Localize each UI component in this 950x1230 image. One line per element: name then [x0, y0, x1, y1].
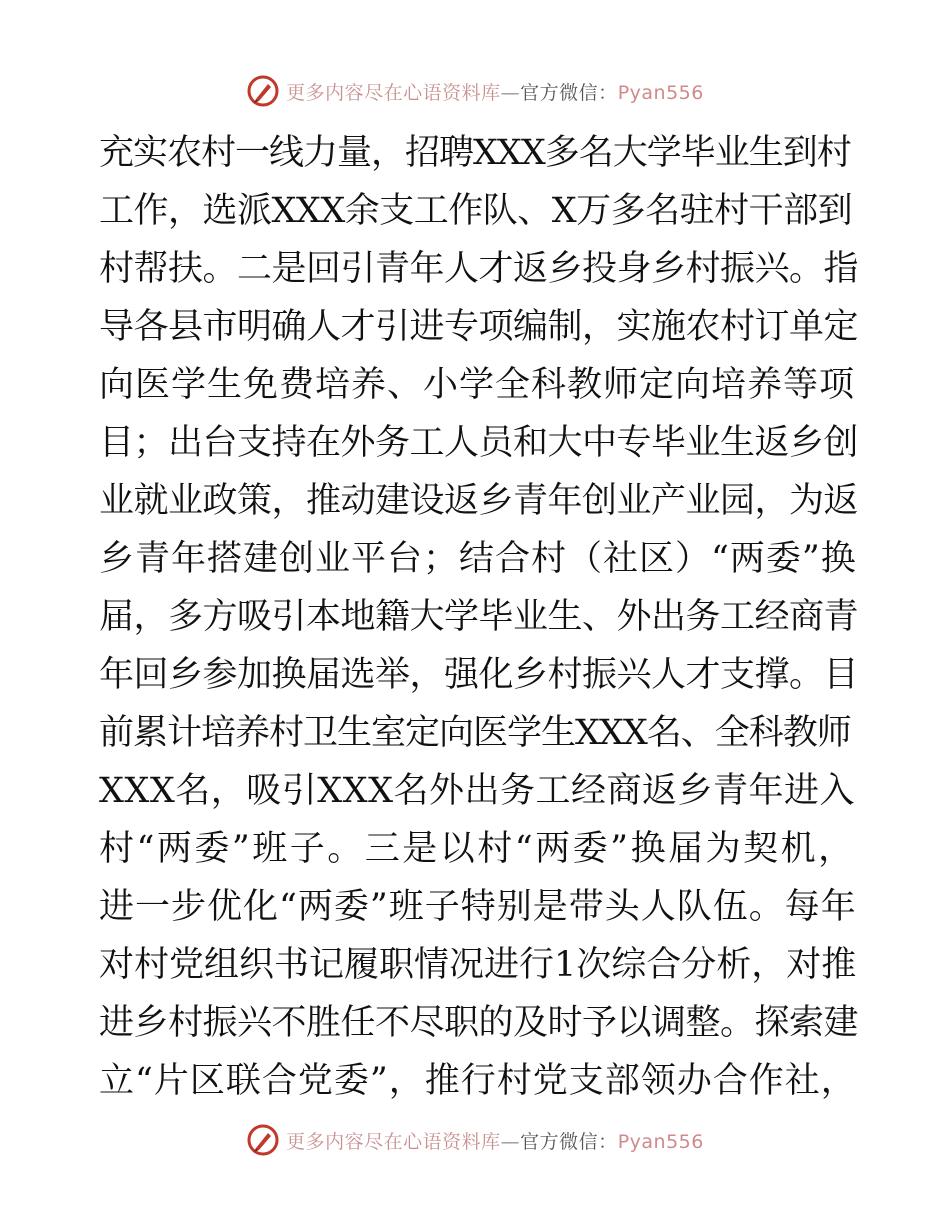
- watermark-official-label: 官方微信：: [520, 1130, 618, 1153]
- text-line: XXX名，吸引XXX名外出务工经商返乡青年进入: [99, 771, 856, 811]
- watermark-text: [286, 1127, 704, 1154]
- text-line: 业就业政策，推动建设返乡青年创业产业园，为返: [99, 481, 859, 521]
- text-line: 充实农村一线力量，招聘XXX多名大学毕业生到村: [99, 133, 851, 173]
- text-line: 向医学生免费培养、小学全科教师定向培养等项: [99, 365, 856, 405]
- watermark-separator: —: [500, 81, 521, 104]
- text-line: 村帮扶。二是回引青年人才返乡投身乡村振兴。指: [99, 249, 859, 289]
- document-body: [99, 124, 859, 1110]
- text-line: 乡青年搭建创业平台；结合村（社区）“两委”换: [99, 539, 857, 579]
- text-line: 对村党组织书记履职情况进行1次综合分析，对推: [99, 945, 857, 985]
- watermark-brand: 更多内容尽在心语资料库: [286, 81, 501, 104]
- text-line: 导各县市明确人才引进专项编制，实施农村订单定: [99, 307, 859, 347]
- text-line: 村“两委”班子。三是以村“两委”换届为契机，: [99, 829, 856, 869]
- red-pen-circle-logo-icon: [246, 74, 280, 108]
- text-line: 前累计培养村卫生室定向医学生XXX名、全科教师: [99, 713, 851, 753]
- watermark-brand: 更多内容尽在心语资料库: [286, 1130, 501, 1153]
- watermark-official-label: 官方微信：: [520, 81, 618, 104]
- header-watermark: [0, 71, 950, 111]
- text-line: 工作，选派XXX余支工作队、X万多名驻村干部到: [99, 191, 853, 231]
- text-line: 进乡村振兴不胜任不尽职的及时予以调整。探索建: [99, 1003, 859, 1043]
- text-line: 届，多方吸引本地籍大学毕业生、外出务工经商青: [99, 597, 859, 637]
- red-pen-circle-logo-icon: [246, 1123, 280, 1157]
- watermark-separator: —: [500, 1130, 521, 1153]
- text-line: 年回乡参加换届选举，强化乡村振兴人才支撑。目: [99, 655, 859, 695]
- watermark-wechat-id: Pyan556: [617, 1130, 704, 1153]
- text-line: 进一步优化“两委”班子特别是带头人队伍。每年: [99, 887, 857, 927]
- watermark-wechat-id: Pyan556: [617, 81, 704, 104]
- footer-watermark: [0, 1120, 950, 1160]
- text-line: 立“片区联合党委”，推行村党支部领办合作社，: [99, 1061, 857, 1101]
- watermark-group: [246, 1123, 704, 1157]
- watermark-text: [286, 78, 704, 105]
- text-line: 目；出台支持在外务工人员和大中专毕业生返乡创: [99, 423, 859, 463]
- watermark-group: [246, 74, 704, 108]
